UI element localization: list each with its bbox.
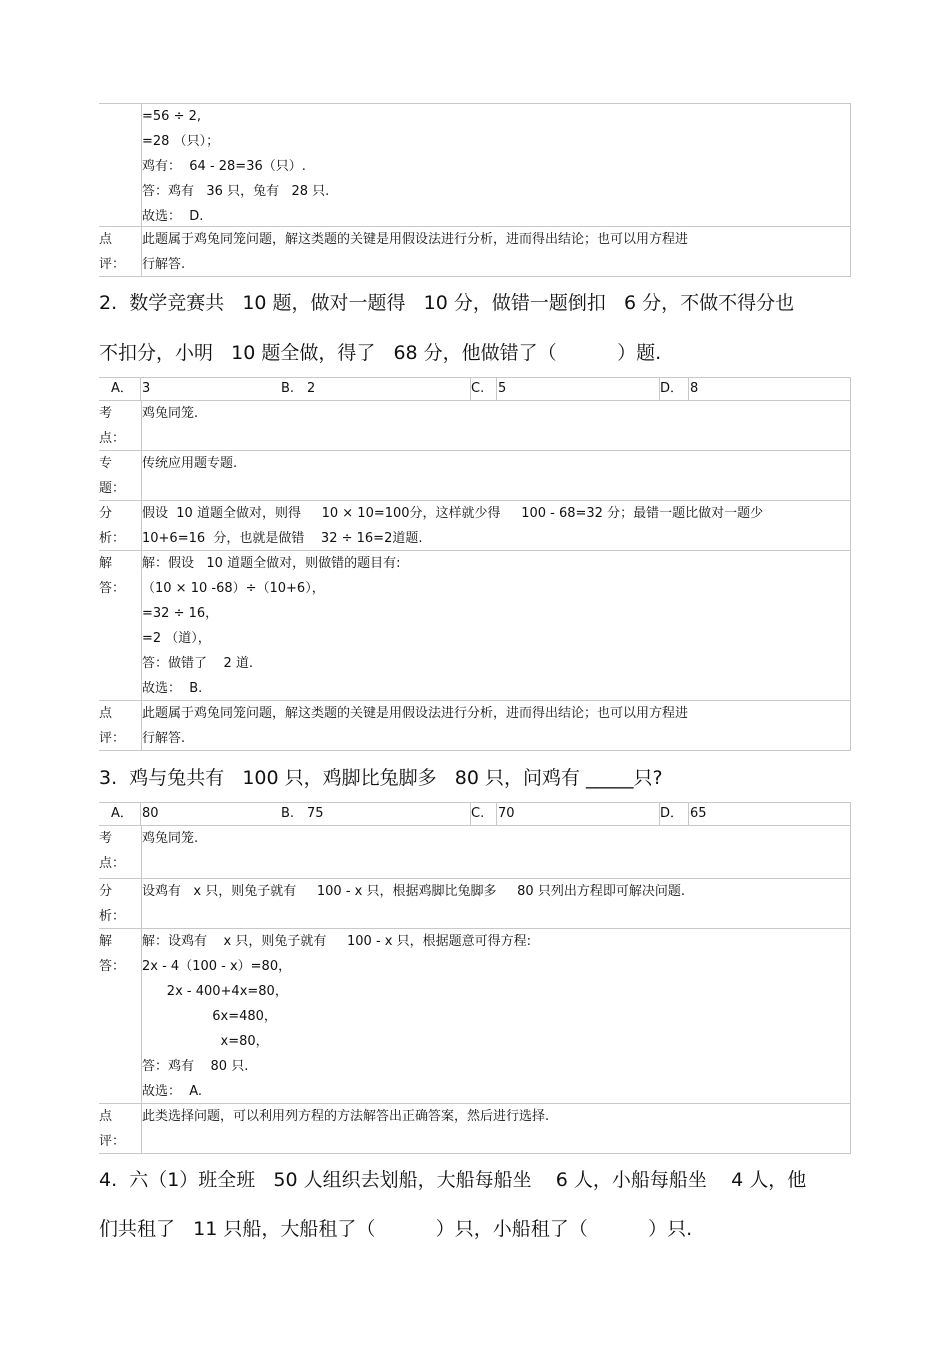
option-b-letter: B.	[281, 381, 295, 396]
options-row	[99, 803, 851, 826]
option-b-value: 2	[307, 381, 316, 396]
option-c-value: 70	[498, 806, 515, 821]
option-d-value: 8	[690, 381, 699, 396]
jieda-row: 解 答： 解：假设 10 道题全做对，则做错的题目有: （10 × 10 -68）÷（10+6）， =32 ÷ 16， =2 （道）， 答：做错了 2 道. 故选： B.	[99, 551, 851, 701]
answer-line: =56 ÷ 2,	[142, 109, 201, 124]
solution-table-q1	[99, 103, 851, 277]
kaodian-row: 考 点： 鸡兔同笼.	[99, 826, 851, 879]
jieda-row: 解 答： 解：设鸡有 x 只，则兔子就有 100 - x 只，根据题意可得方程: 2x - 4（100 - x）=80， 2x - 400+4x=80， 6x=480， x=80， 答：鸡有 80 只. 故选： A.	[99, 929, 851, 1104]
comment-row: 点 评： 此题属于鸡兔同笼问题，解这类题的关键是用假设法进行分析，进而得出结论；也可以用方程进 行解答.	[99, 227, 851, 277]
kaodian-row: 考 点： 鸡兔同笼.	[99, 401, 851, 451]
answer-row	[99, 104, 851, 227]
option-a-letter: A．	[111, 381, 133, 396]
option-a-letter: A．	[111, 806, 133, 821]
option-c-value: 5	[498, 381, 507, 396]
answer-line: 故选： D.	[142, 209, 204, 224]
question-2-line-2: 不扣分，小明 10 题全做，得了 68 分，他做错了（ ）题.	[99, 342, 662, 364]
answer-line: 答：鸡有 36 只，兔有 28 只.	[142, 184, 330, 199]
dianping-row: 点 评： 此题属于鸡兔同笼问题，解这类题的关键是用假设法进行分析，进而得出结论；也可以用方程进 行解答.	[99, 701, 851, 751]
solution-table-q3	[99, 802, 851, 1154]
question-3-line-1: 3. 鸡与兔共有 100 只，鸡脚比兔脚多 80 只，问鸡有 _____只?	[99, 767, 663, 789]
option-d-value: 65	[690, 806, 707, 821]
option-b-letter: B.	[281, 806, 295, 821]
comment-line: 此题属于鸡兔同笼问题，解这类题的关键是用假设法进行分析，进而得出结论；也可以用方程进	[142, 232, 689, 247]
option-d-letter: D．	[660, 806, 684, 821]
question-4-line-2: 们共租了 11 只船，大船租了（ ）只，小船租了（ ）只.	[99, 1218, 693, 1240]
comment-line: 行解答.	[142, 257, 186, 272]
option-c-letter: C.	[471, 381, 485, 396]
question-2-line-1: 2. 数学竞赛共 10 题，做对一题得 10 分，做错一题倒扣 6 分，不做不得分也	[99, 292, 795, 314]
option-c-letter: C.	[471, 806, 485, 821]
option-a-value: 3	[142, 381, 151, 396]
option-a-value: 80	[142, 806, 159, 821]
fenxi-row: 分 析： 设鸡有 x 只，则兔子就有 100 - x 只，根据鸡脚比兔脚多 80 只列出方程即可解决问题.	[99, 879, 851, 929]
answer-line: 鸡有： 64 - 28=36（只）.	[142, 159, 306, 174]
option-b-value: 75	[307, 806, 324, 821]
solution-table-q2	[99, 377, 851, 751]
dianping-row: 点 评： 此类选择问题，可以利用列方程的方法解答出正确答案，然后进行选择.	[99, 1104, 851, 1154]
question-4-line-1: 4. 六（1）班全班 50 人组织去划船，大船每船坐 6 人，小船每船坐 4 人，他	[99, 1169, 807, 1191]
zhuanti-row: 专 题： 传统应用题专题.	[99, 451, 851, 501]
answer-line: =28 （只）；	[142, 134, 220, 149]
option-d-letter: D．	[660, 381, 684, 396]
options-row	[99, 378, 851, 401]
fenxi-row: 分 析： 假设 10 道题全做对，则得 10 × 10=100分，这样就少得 100 - 68=32 分；最错一题比做对一题少 10+6=16 分，也就是做错 32 ÷ 16=2道题.	[99, 501, 851, 551]
